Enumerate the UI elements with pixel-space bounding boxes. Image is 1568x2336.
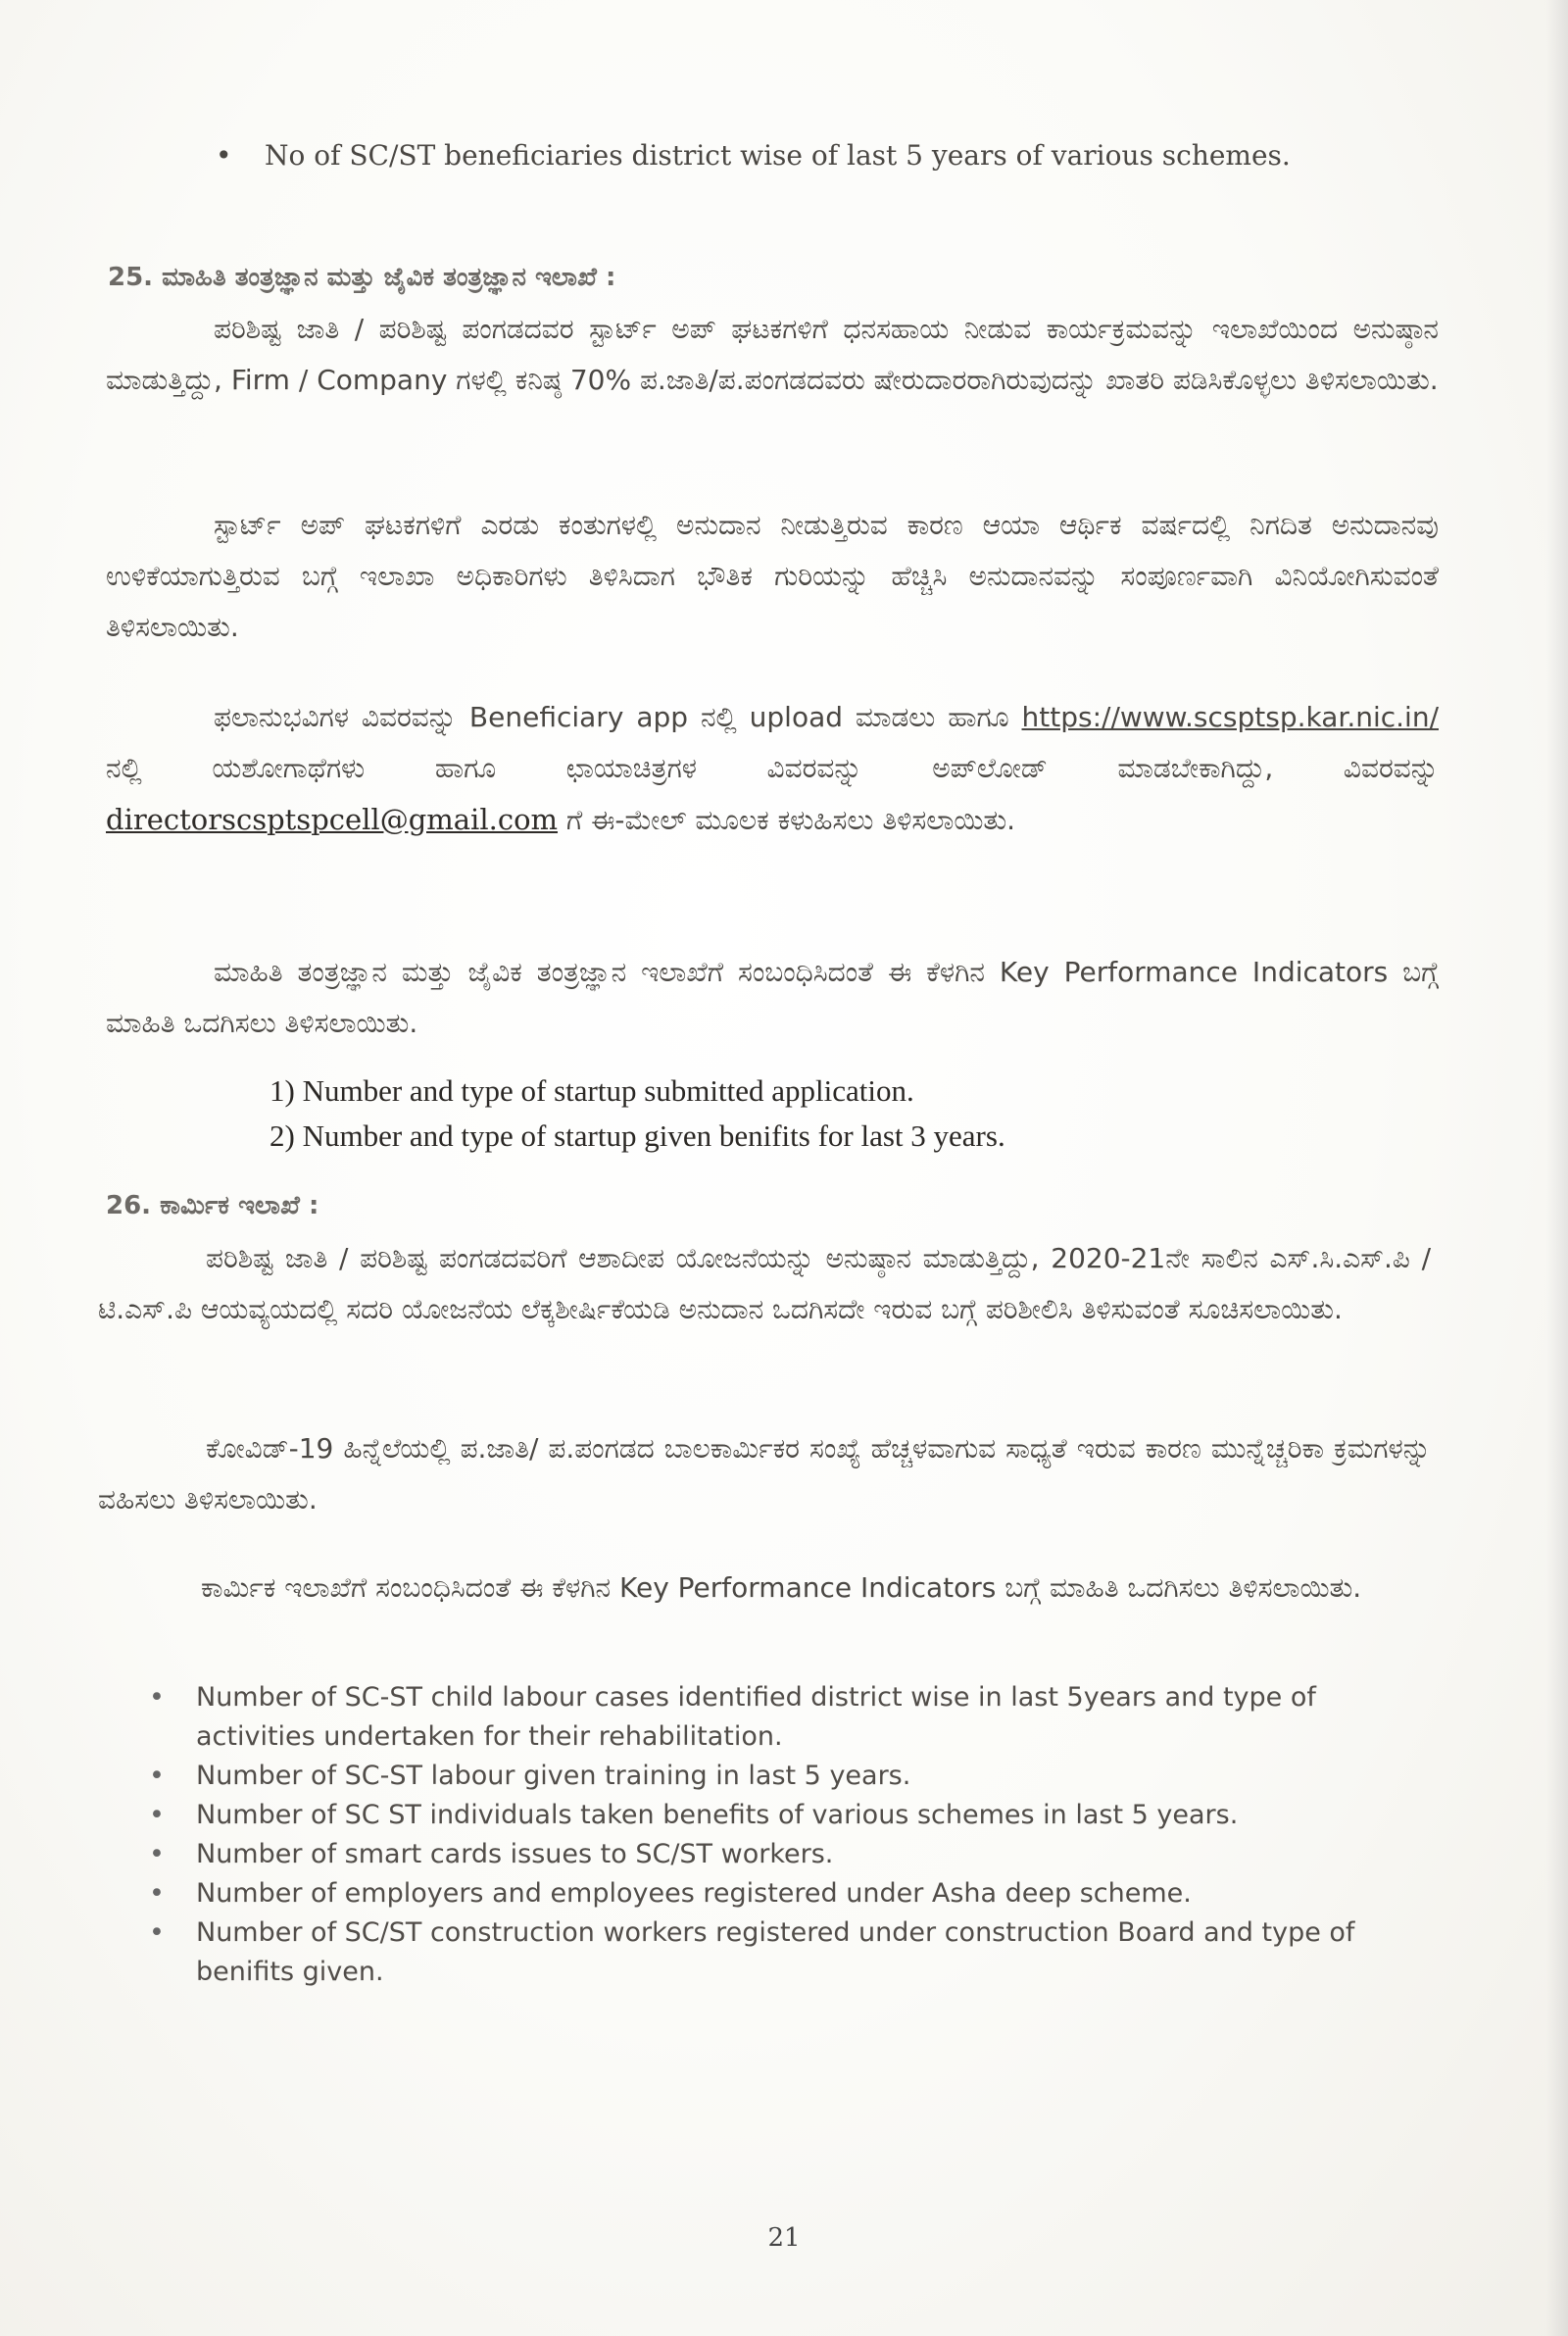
labour-kpi-text: Number of employers and employees registered under Asha deep scheme. <box>196 1878 1192 1909</box>
paragraph-3-text-c: ಗೆ ಈ-ಮೇಲ್ ಮೂಲಕ ಕಳುಹಿಸಲು ತಿಳಿಸಲಾಯಿತು. <box>558 804 1016 836</box>
startup-kpi-item: 1) Number and type of startup submitted application. <box>270 1073 914 1108</box>
bullet-marker: • <box>149 1800 165 1830</box>
labour-kpi-item <box>149 1678 1431 1757</box>
bullet-marker: • <box>149 1917 165 1948</box>
section-26-heading: 26. ಕಾರ್ಮಿಕ ಇಲಾಖೆ : <box>106 1191 319 1220</box>
section-26-paragraph-2: ಕೋವಿಡ್-19 ಹಿನ್ನೆಲೆಯಲ್ಲಿ ಪ.ಜಾತಿ/ ಪ.ಪಂಗಡದ ಬಾಲಕಾರ್ಮಿಕರ ಸಂಖ್ಯೆ ಹೆಚ್ಚಳವಾಗುವ ಸಾಧ್ಯತೆ ಇರುವ ಕಾರಣ ಮುನ್ನೆಚ್ಚರಿಕಾ ಕ್ರಮಗಳನ್ನು ವಹಿಸಲು ತಿಳಿಸಲಾಯಿತು. <box>98 1432 1431 1516</box>
bullet-marker: • <box>149 1682 165 1713</box>
section-25-paragraph-2: ಸ್ಟಾರ್ಟ್ ಅಪ್ ಘಟಕಗಳಿಗೆ ಎರಡು ಕಂತುಗಳಲ್ಲಿ ಅನುದಾನ ನೀಡುತ್ತಿರುವ ಕಾರಣ ಆಯಾ ಆರ್ಥಿಕ ವರ್ಷದಲ್ಲಿ ನಿಗದಿತ ಅನುದಾನವು ಉಳಿಕೆಯಾಗುತ್ತಿರುವ ಬಗ್ಗೆ ಇಲಾಖಾ ಅಧಿಕಾರಿಗಳು ತಿಳಿಸಿದಾಗ ಭೌತಿಕ ಗುರಿಯನ್ನು ಹೆಚ್ಚಿಸಿ ಅನುದಾನವನ್ನು ಸಂಪೂರ್ಣವಾಗಿ ವಿನಿಯೋಗಿಸುವಂತೆ ತಿಳಿಸಲಾಯಿತು. <box>106 509 1439 643</box>
section-25-paragraph-1: ಪರಿಶಿಷ್ಟ ಜಾತಿ / ಪರಿಶಿಷ್ಟ ಪಂಗಡದವರ ಸ್ಟಾರ್ಟ್ ಅಪ್ ಘಟಕಗಳಿಗೆ ಧನಸಹಾಯ ನೀಡುವ ಕಾರ್ಯಕ್ರಮವನ್ನು ಇಲಾಖೆಯಿಂದ ಅನುಷ್ಠಾನ ಮಾಡುತ್ತಿದ್ದು, Firm / Company ಗಳಲ್ಲಿ ಕನಿಷ್ಠ 70% ಪ.ಜಾತಿ/ಪ.ಪಂಗಡದವರು ಷೇರುದಾರರಾಗಿರುವುದನ್ನು ಖಾತರಿ ಪಡಿಸಿಕೊಳ್ಳಲು ತಿಳಿಸಲಾಯಿತು. <box>106 313 1439 396</box>
labour-kpi-item <box>149 1757 1431 1796</box>
paragraph-3-text-a: ಫಲಾನುಭವಿಗಳ ವಿವರವನ್ನು Beneficiary app ನಲ್ಲಿ upload ಮಾಡಲು ಹಾಗೂ <box>214 701 1009 733</box>
bullet-marker: • <box>149 1878 165 1909</box>
top-bullet <box>216 139 1372 172</box>
labour-kpi-item <box>149 1914 1431 1992</box>
bullet-marker: • <box>149 1761 165 1791</box>
page-number: 21 <box>767 2223 801 2253</box>
paragraph-3-text-b: ನಲ್ಲಿ ಯಶೋಗಾಥೆಗಳು ಹಾಗೂ ಛಾಯಾಚಿತ್ರಗಳ ವಿವರವನ್ನು ಅಪ್‌ಲೋಡ್ ಮಾಡಬೇಕಾಗಿದ್ದು, ವಿವರವನ್ನು <box>106 752 1439 784</box>
labour-kpi-list <box>149 1678 1431 1992</box>
labour-kpi-item <box>149 1796 1431 1835</box>
labour-kpi-text: Number of SC/ST construction workers registered under construction Board and type of benifits given. <box>196 1917 1355 1987</box>
labour-kpi-text: Number of smart cards issues to SC/ST workers. <box>196 1839 834 1869</box>
section-26-paragraph-3: ಕಾರ್ಮಿಕ ಇಲಾಖೆಗೆ ಸಂಬಂಧಿಸಿದಂತೆ ಈ ಕೆಳಗಿನ Key Performance Indicators ಬಗ್ಗೆ ಮಾಹಿತಿ ಒದಗಿಸಲು ತಿಳಿಸಲಾಯಿತು. <box>201 1571 1362 1604</box>
section-26-paragraph-1: ಪರಿಶಿಷ್ಟ ಜಾತಿ / ಪರಿಶಿಷ್ಟ ಪಂಗಡದವರಿಗೆ ಆಶಾದೀಪ ಯೋಜನೆಯನ್ನು ಅನುಷ್ಠಾನ ಮಾಡುತ್ತಿದ್ದು, 2020-21ನೇ ಸಾಲಿನ ಎಸ್.ಸಿ.ಎಸ್.ಪಿ / ಟಿ.ಎಸ್.ಪಿ ಆಯವ್ಯಯದಲ್ಲಿ ಸದರಿ ಯೋಜನೆಯ ಲೆಕ್ಕಶೀರ್ಷಿಕೆಯಡಿ ಅನುದಾನ ಒದಗಿಸದೇ ಇರುವ ಬಗ್ಗೆ ಪರಿಶೀಲಿಸಿ ತಿಳಿಸುವಂತೆ ಸೂಚಿಸಲಾಯಿತು. <box>98 1242 1431 1325</box>
labour-kpi-item <box>149 1835 1431 1874</box>
bullet-marker: • <box>216 139 232 172</box>
top-bullet-text: No of SC/ST beneficiaries district wise of last 5 years of various schemes. <box>265 139 1291 172</box>
startup-kpi-item: 2) Number and type of startup given benifits for last 3 years. <box>270 1118 1005 1153</box>
labour-kpi-item <box>149 1874 1431 1914</box>
labour-kpi-text: Number of SC-ST labour given training in last 5 years. <box>196 1761 911 1791</box>
startup-kpi-list <box>270 1069 1396 1159</box>
page-edge-shadow <box>1546 0 1568 2336</box>
section-25-paragraph-4: ಮಾಹಿತಿ ತಂತ್ರಜ್ಞಾನ ಮತ್ತು ಜೈವಿಕ ತಂತ್ರಜ್ಞಾನ ಇಲಾಖೆಗೆ ಸಂಬಂಧಿಸಿದಂತೆ ಈ ಕೆಳಗಿನ Key Performance Indicators ಬಗ್ಗೆ ಮಾಹಿತಿ ಒದಗಿಸಲು ತಿಳಿಸಲಾಯಿತು. <box>106 956 1439 1039</box>
section-25-paragraph-3 <box>106 692 1439 846</box>
scsptsp-website-link[interactable]: https://www.scsptsp.kar.nic.in/ <box>1021 701 1439 733</box>
director-email-link[interactable]: directorscsptspcell@gmail.com <box>106 803 559 836</box>
section-25-heading: 25. ಮಾಹಿತಿ ತಂತ್ರಜ್ಞಾನ ಮತ್ತು ಜೈವಿಕ ತಂತ್ರಜ್ಞಾನ ಇಲಾಖೆ : <box>108 263 616 292</box>
labour-kpi-text: Number of SC ST individuals taken benefits of various schemes in last 5 years. <box>196 1800 1239 1830</box>
labour-kpi-text: Number of SC-ST child labour cases identified district wise in last 5years and type of activities undertaken for their rehabilitation. <box>196 1682 1316 1752</box>
bullet-marker: • <box>149 1839 165 1869</box>
